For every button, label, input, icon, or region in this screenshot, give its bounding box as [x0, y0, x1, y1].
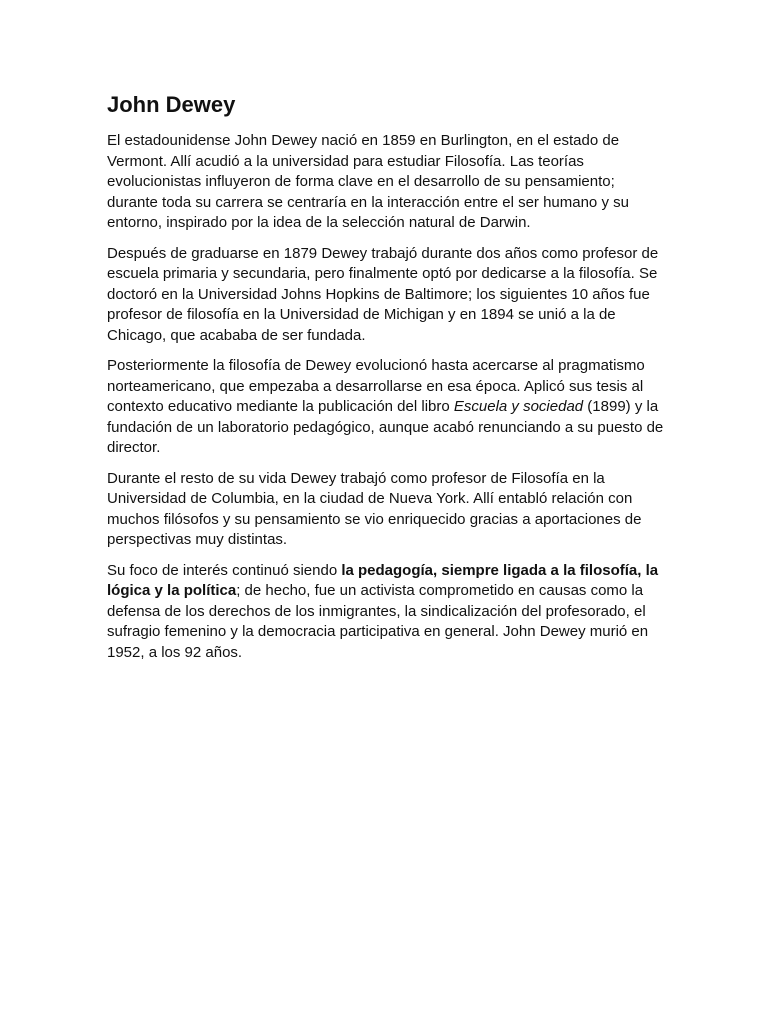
book-title-italic: Escuela y sociedad: [453, 398, 584, 415]
paragraph-2: Después de graduarse en 1879 Dewey trabajó durante dos años como profesor de escuela primaria y secundaria, pero finalmente optó por dedicarse a la filosofía. Se doctoró en la Universidad Johns Hopkins de Baltimore; los siguientes 10 años fue profesor de filosofía en la Universidad de Michigan y en 1894 se unió a la de Chicago, que acababa de ser fundada.: [107, 244, 659, 344]
paragraph-3-text-after: (1899) y la fundación de un laboratorio pedagógico, aunque acabó renunciando a su puesto de director.: [107, 398, 664, 456]
page-title: John Dewey: [107, 92, 236, 117]
emphasis-bold: la pedagogía, siempre ligada a la filosofía, la lógica y la política: [107, 561, 659, 599]
paragraph-3: [107, 356, 665, 459]
paragraph-5-text-after: ; de hecho, fue un activista comprometido en causas como la defensa de los derechos de los inmigrantes, la sindicalización del profesorado, el sufragio femenino y la democracia participativa en general. John Dewey murió en 1952, a los 92 años.: [107, 582, 649, 661]
document-page: [107, 91, 665, 673]
paragraph-3-text-before: Posteriormente la filosofía de Dewey evolucionó hasta acercarse al pragmatismo norteamericano, que empezaba a desarrollarse en esa época. Aplicó sus tesis al contexto educativo mediante la publicación del libro: [107, 357, 645, 415]
paragraph-4: Durante el resto de su vida Dewey trabajó como profesor de Filosofía en la Universidad de Columbia, en la ciudad de Nueva York. Allí entabló relación con muchos filósofos y su pensamiento se vio enriquecido gracias a aportaciones de perspectivas muy distintas.: [107, 469, 642, 548]
paragraph-5-text-before: Su foco de interés continuó siendo: [107, 561, 342, 579]
paragraph-1: El estadounidense John Dewey nació en 1859 en Burlington, en el estado de Vermont. Allí acudió a la universidad para estudiar Filosofía. Las teorías evolucionistas influyeron de forma clave en el desarrollo de su pensamiento; durante toda su carrera se centraría en la interacción entre el ser humano y su entorno, inspirado por la idea de la selección natural de Darwin.: [107, 132, 629, 231]
paragraph-5: [107, 561, 665, 664]
